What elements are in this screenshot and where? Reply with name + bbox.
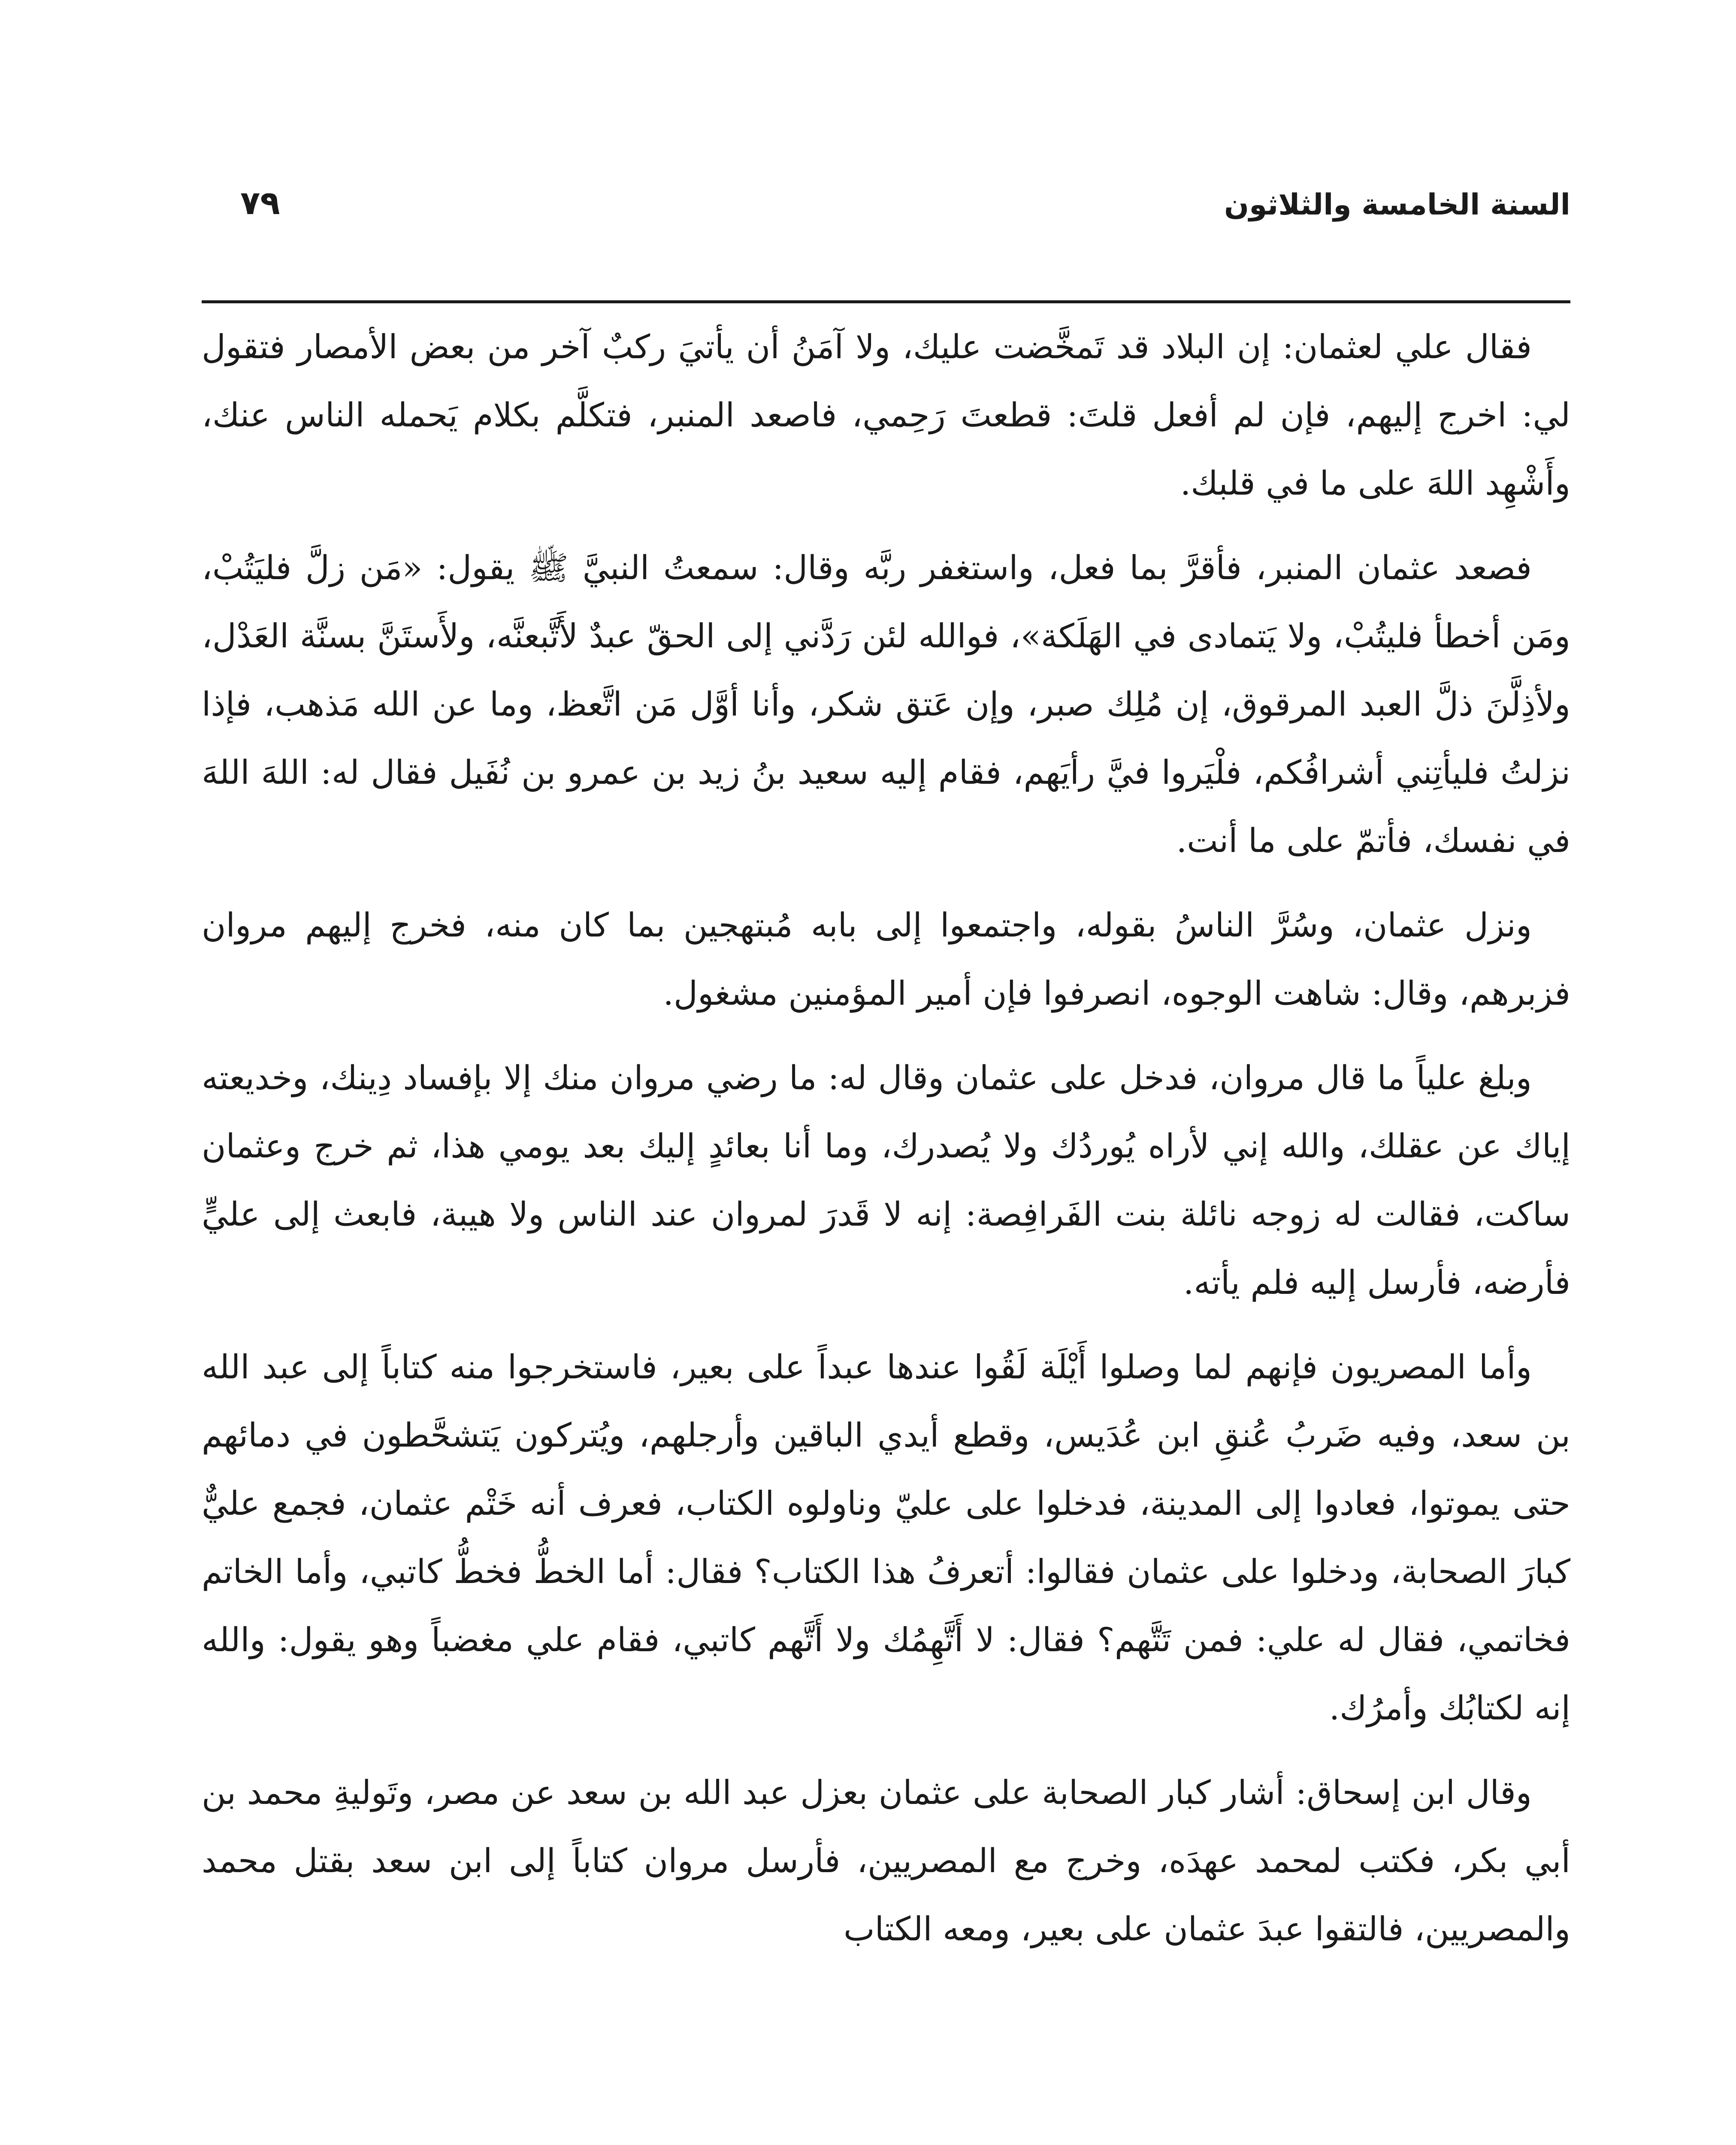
running-head: السنة الخامسة والثلاثون [1224,188,1570,222]
paragraph-4: وبلغ علياً ما قال مروان، فدخل على عثمان وقال له: ما رضي مروان منك إلا بإفساد دِينك، وخديعته إياك عن عقلك، والله إني لأراه يُوردُك ولا يُصدرك، وما أنا بعائدٍ إليك بعد يومي هذا، ثم خرج وعثمان ساكت، فقالت له زوجه نائلة بنت الفَرافِصة: إنه لا قَدرَ لمروان عند الناس ولا هيبة، فابعث إلى عليٍّ فأرضه، فأرسل إليه فلم يأته. [202,1059,1570,1302]
paragraph-1: فقال علي لعثمان: إن البلاد قد تَمخَّضت عليك، ولا آمَنُ أن يأتيَ ركبٌ آخر من بعض الأمصار فتقول لي: اخرج إليهم، فإن لم أفعل قلتَ: قطعتَ رَحِمي، فاصعد المنبر، فتكلَّم بكلام يَحمله الناس عنك، وأَشْهِد اللهَ على ما في قلبك. [202,328,1570,503]
page-header [202,180,1570,253]
body-text [202,313,1570,1980]
paragraph-3: ونزل عثمان، وسُرَّ الناسُ بقوله، واجتمعوا إلى بابه مُبتهجين بما كان منه، فخرج إليهم مروان فزبرهم، وقال: شاهت الوجوه، انصرفوا فإن أمير المؤمنين مشغول. [202,906,1570,1013]
paragraph-2: فصعد عثمان المنبر، فأقرَّ بما فعل، واستغفر ربَّه وقال: سمعتُ النبيَّ ﷺ يقول: «مَن زلَّ فليَتُبْ، ومَن أخطأ فليتُبْ، ولا يَتمادى في الهَلَكة»، فوالله لئن رَدَّني إلى الحقّ عبدٌ لأَتَّبعنَّه، ولأَستَنَّ بسنَّة العَدْل، ولأذِلَّنَ ذلَّ العبد المرقوق، إن مُلِك صبر، وإن عَتق شكر، وأنا أوَّل مَن اتَّعظ، وما عن الله مَذهب، فإذا نزلتُ فليأتِني أشرافُكم، فلْيَروا فيَّ رأيَهم، فقام إليه سعيد بنُ زيد بن عمرو بن نُفَيل فقال له: اللهَ اللهَ في نفسك، فأتمّ على ما أنت. [202,549,1570,860]
paragraph-6: وقال ابن إسحاق: أشار كبار الصحابة على عثمان بعزل عبد الله بن سعد عن مصر، وتَوليةِ محمد بن أبي بكر، فكتب لمحمد عهدَه، وخرج مع المصريين، فأرسل مروان كتاباً إلى ابن سعد بقتل محمد والمصريين، فالتقوا عبدَ عثمان على بعير، ومعه الكتاب [202,1774,1570,1949]
page-number: ٧٩ [240,184,280,222]
paragraph-5: وأما المصريون فإنهم لما وصلوا أَيْلَة لَقُوا عندها عبداً على بعير، فاستخرجوا منه كتاباً إلى عبد الله بن سعد، وفيه ضَربُ عُنقِ ابن عُدَيس، وقطع أيدي الباقين وأرجلهم، ويُتركون يَتشحَّطون في دمائهم حتى يموتوا، فعادوا إلى المدينة، فدخلوا على عليّ وناولوه الكتاب، فعرف أنه خَتْم عثمان، فجمع عليٌّ كبارَ الصحابة، ودخلوا على عثمان فقالوا: أتعرفُ هذا الكتاب؟ فقال: أما الخطُّ فخطُّ كاتبي، وأما الخاتم فخاتمي، فقال له علي: فمن تَتَّهم؟ فقال: لا أَتَّهِمُك ولا أَتَّهم كاتبي، فقام علي مغضباً وهو يقول: والله إنه لكتابُك وأمرُك. [202,1348,1570,1728]
header-rule [202,300,1570,303]
